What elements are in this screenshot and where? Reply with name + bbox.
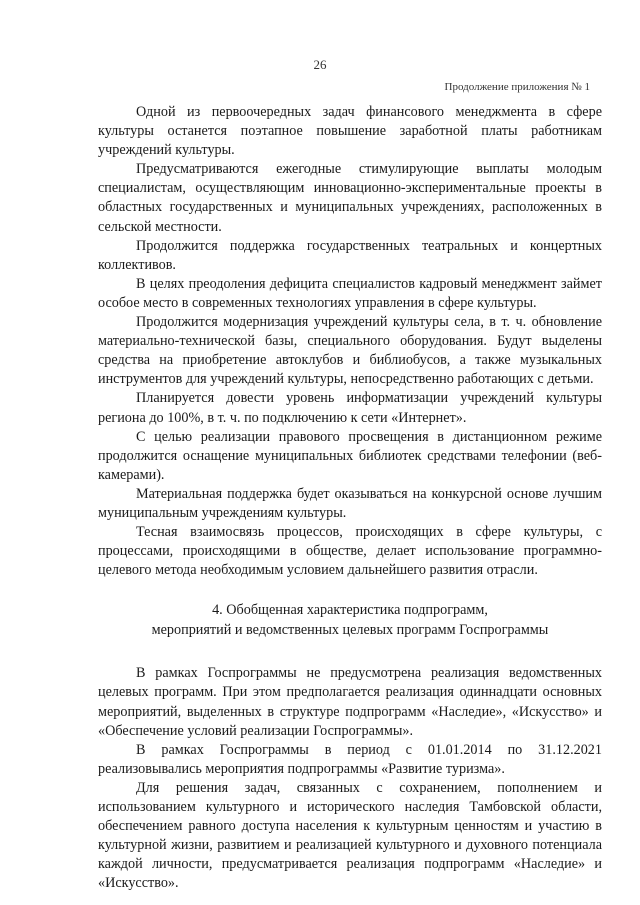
paragraph: Предусматриваются ежегодные стимулирующие выплаты молодым специалистам, осуществляющим инновационно-экспериментальные проекты в областных государственных и муниципальных учреждениях, расположенных в сельской местности.	[98, 161, 602, 235]
paragraph: Продолжится модернизация учреждений культуры села, в т. ч. обновление материально-технической базы, специального оборудования. Будут выделены средства на приобретение автоклубов и библиобусов, а также музыкальных инструментов для учреждений культуры, непосредственно работающих с детьми.	[98, 314, 602, 388]
paragraph: В рамках Госпрограммы не предусмотрена реализация ведомственных целевых программ. При этом предполагается реализация одиннадцати основных мероприятий, выделенных в структуре подпрограмм «Наследие», «Искусство» и «Обеспечение условий реализации Госпрограммы».	[98, 665, 602, 739]
body-text	[98, 103, 602, 893]
paragraph: Одной из первоочередных задач финансового менеджмента в сфере культуры останется поэтапное повышение заработной платы работникам учреждений культуры.	[98, 104, 602, 159]
section-heading	[98, 600, 602, 640]
paragraph: Тесная взаимосвязь процессов, происходящих в сфере культуры, с процессами, происходящими в обществе, делает использование программно-целевого метода необходимым условием дальнейшего развития отрасли.	[98, 524, 602, 579]
paragraph: Для решения задач, связанных с сохранением, пополнением и использованием культурного и исторического наследия Тамбовской области, обеспечением равного доступа населения к культурным ценностям и участию в культурной жизни, развитием и реализацией культурного и духовного потенциала каждой личности, предусматривается реализация подпрограмм «Наследие» и «Искусство».	[98, 779, 602, 892]
paragraph: Материальная поддержка будет оказываться на конкурсной основе лучшим муниципальным учреждениям культуры.	[98, 485, 602, 521]
section-heading-line: 4. Обобщенная характеристика подпрограмм,	[212, 602, 488, 619]
paragraph: С целью реализации правового просвещения в дистанционном режиме продолжится оснащение муниципальных библиотек средствами телефонии (веб-камерами).	[98, 428, 602, 483]
paragraph: Планируется довести уровень информатизации учреждений культуры региона до 100%, в т. ч. по подключению к сети «Интернет».	[98, 390, 602, 426]
paragraph: В рамках Госпрограммы в период с 01.01.2014 по 31.12.2021 реализовывались мероприятия подпрограммы «Развитие туризма».	[98, 741, 602, 777]
running-head: Продолжение приложения № 1	[444, 81, 590, 93]
section-body	[98, 664, 602, 893]
paragraph: В целях преодоления дефицита специалистов кадровый менеджмент займет особое место в современных технологиях управления в сфере культуры.	[98, 275, 602, 311]
section-heading-line: мероприятий и ведомственных целевых программ Госпрограммы	[151, 622, 549, 639]
paragraph: Продолжится поддержка государственных театральных и концертных коллективов.	[98, 237, 602, 273]
page-number: 26	[313, 57, 327, 72]
